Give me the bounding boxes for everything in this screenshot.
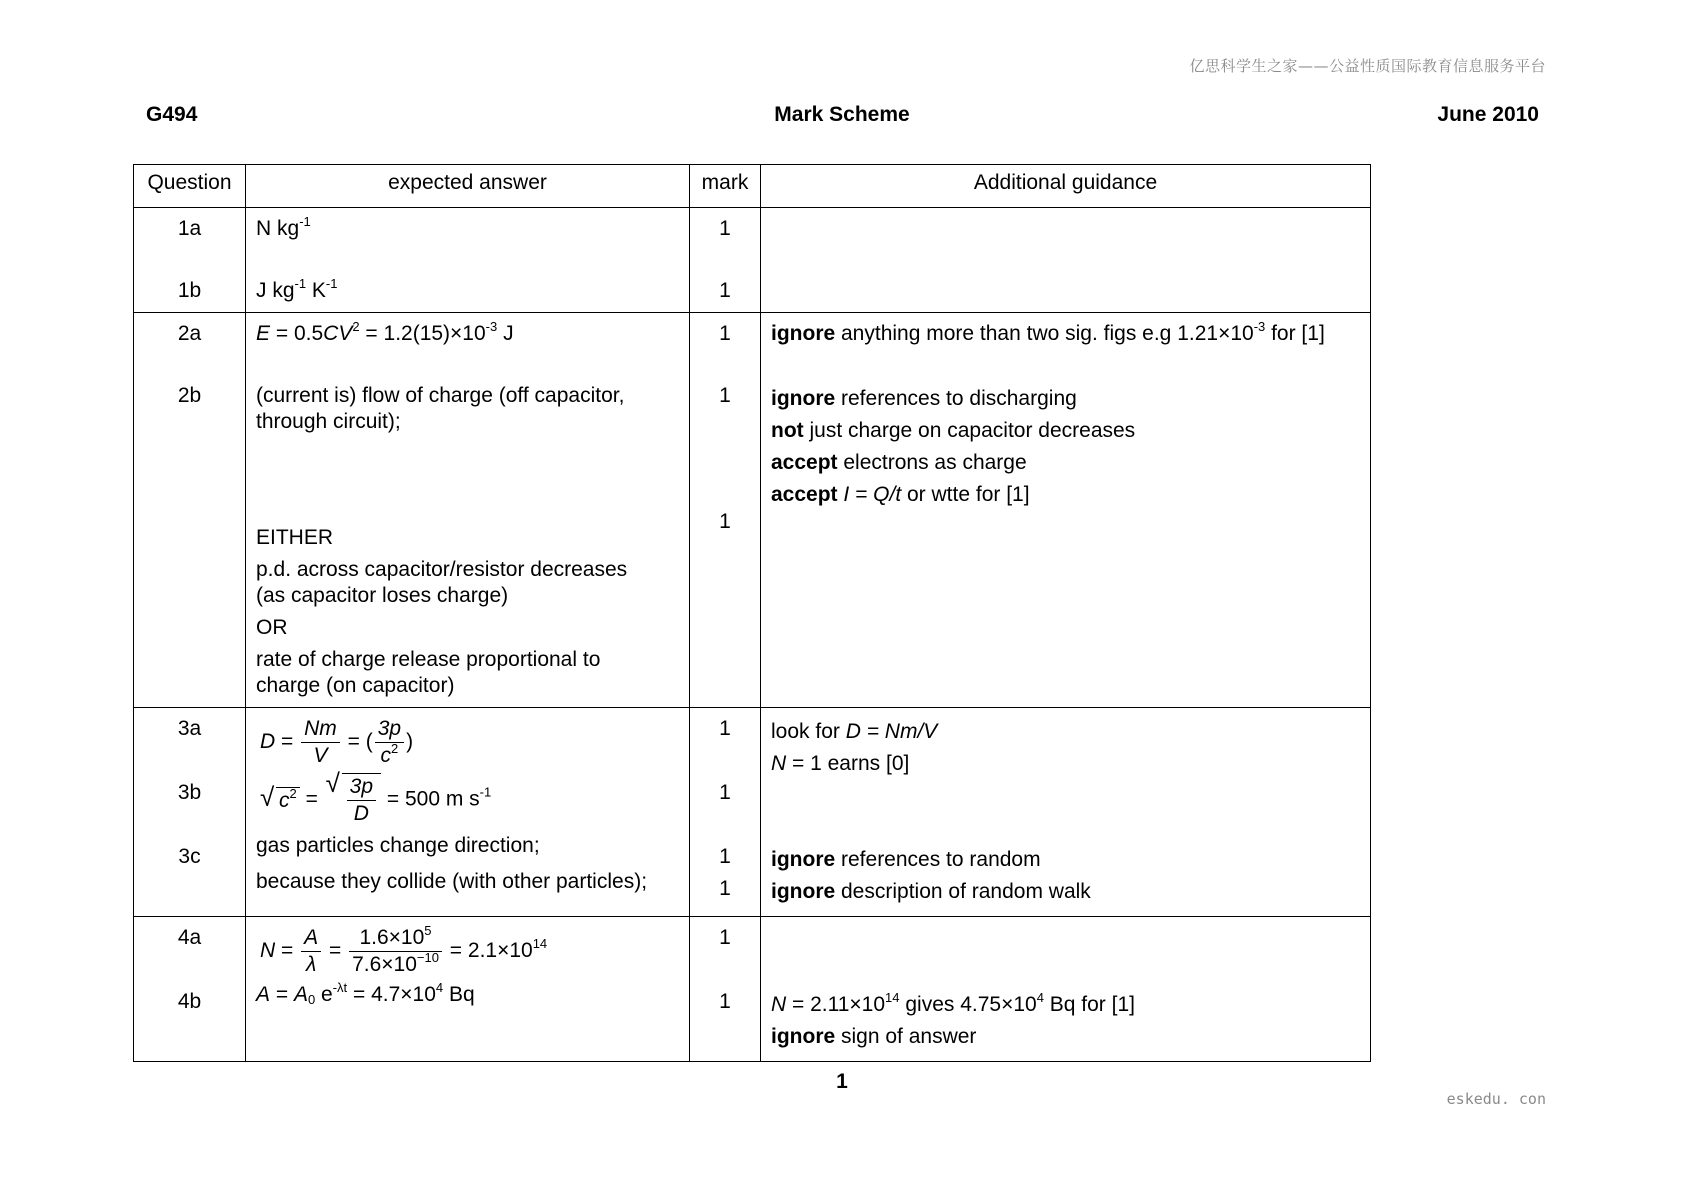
guidance-text: ignore anything more than two sig. figs e.g $1.21\times 10^{-3}$ for [1] [771, 319, 1325, 345]
answer-cell [246, 708, 690, 917]
question-number: 3b [177, 781, 202, 804]
guidance-text: look for D = Nm/V [771, 720, 938, 743]
watermark-top: 亿思科学生之家——公益性质国际教育信息服务平台 [1189, 57, 1546, 75]
question-number: 2b [177, 384, 202, 407]
question-number: 4b [177, 990, 202, 1013]
mark-value: 1 [719, 845, 731, 868]
answer-cell [246, 208, 690, 313]
col-header-mark: mark [690, 165, 761, 208]
question-cell [134, 208, 246, 313]
table-row [134, 708, 1371, 917]
guidance-text: N = 1 earns [0] [771, 752, 910, 775]
answer-text: EITHER [256, 526, 334, 549]
guidance-text: ignore sign of answer [771, 1025, 977, 1048]
formula-4a: N = $\frac{A}{\lambda}$ = $\frac{1.6\times 10^5}{7.6\times 10^{-10}}$ = $2.1\times 10^{14}$ [260, 923, 548, 976]
mark-value: 1 [719, 926, 731, 949]
page-number: 1 [836, 1070, 848, 1093]
answer-text: OR [256, 616, 288, 639]
guidance-text: ignore description of random walk [771, 880, 1091, 903]
watermark-bottom: eskedu. con [1446, 1090, 1546, 1108]
mark-value: 1 [719, 877, 731, 900]
mark-cell [690, 313, 761, 708]
question-number: 1a [177, 217, 202, 240]
document-title: Mark Scheme [774, 103, 910, 126]
guidance-text: $N = 2.11\times 10^{14}$ gives $4.75\times 10^4$ Bq for [1] [771, 990, 1135, 1016]
col-header-guidance: Additional guidance [761, 165, 1371, 208]
mark-value: 1 [719, 510, 731, 533]
mark-value: 1 [719, 717, 731, 740]
question-number: 2a [177, 322, 202, 345]
mark-value: 1 [719, 279, 731, 302]
exam-session: June 2010 [1437, 103, 1539, 126]
mark-cell [690, 917, 761, 1062]
table-header-row [134, 165, 1371, 208]
mark-scheme-table [133, 164, 1371, 1062]
answer-text: p.d. across capacitor/resistor decreases [256, 558, 628, 581]
answer-text: N $kg^{-1}$ [256, 214, 311, 240]
col-header-expected-answer: expected answer [246, 165, 690, 208]
mark-cell [690, 208, 761, 313]
formula-3a: D = $\frac{Nm}{V}$ = ( $\frac{3p}{c^2}$ ) [260, 717, 414, 767]
guidance-text: not just charge on capacitor decreases [771, 419, 1136, 442]
guidance-cell [761, 208, 1371, 313]
guidance-cell [761, 313, 1371, 708]
mark-value: 1 [719, 781, 731, 804]
formula-3b: √ $c^2$ = √ $\frac{3p}{D}$ = 500 m $s^{-1}$ [260, 773, 679, 827]
guidance-cell [761, 917, 1371, 1062]
answer-text: through circuit); [256, 410, 401, 433]
question-number: 4a [177, 926, 202, 949]
guidance-cell [761, 708, 1371, 917]
mark-value: 1 [719, 217, 731, 240]
question-cell [134, 313, 246, 708]
table-row [134, 313, 1371, 708]
question-cell [134, 917, 246, 1062]
mark-value: 1 [719, 384, 731, 407]
answer-text: charge (on capacitor) [256, 674, 455, 697]
question-number: 3a [177, 717, 202, 740]
answer-text: J $kg^{-1}$ $K^{-1}$ [256, 276, 338, 302]
table-row [134, 917, 1371, 1062]
answer-text: (current is) flow of charge (off capacitor, [256, 384, 625, 407]
answer-cell [246, 917, 690, 1062]
question-number: 1b [177, 279, 202, 302]
question-cell [134, 708, 246, 917]
table-row [134, 208, 1371, 313]
guidance-text: accept electrons as charge [771, 451, 1027, 474]
paper-code: G494 [146, 103, 198, 126]
answer-text: rate of charge release proportional to [256, 648, 601, 671]
col-header-question: Question [134, 165, 246, 208]
answer-text: gas particles change direction; [256, 834, 540, 857]
guidance-text: ignore references to random [771, 848, 1041, 871]
guidance-text: accept I = Q/t or wtte for [1] [771, 483, 1030, 506]
answer-formula: $E = 0.5CV^2 = 1.2(15)\times 10^{-3}$ J [256, 319, 514, 345]
mark-value: 1 [719, 990, 731, 1013]
answer-text: (as capacitor loses charge) [256, 584, 509, 607]
guidance-text: ignore references to discharging [771, 387, 1077, 410]
mark-cell [690, 708, 761, 917]
formula-4b: $A = A_0$ $e^{-\lambda t} = 4.7\times 10^4$ Bq [256, 980, 475, 1007]
mark-value: 1 [719, 322, 731, 345]
answer-text: because they collide (with other particles); [256, 870, 648, 893]
answer-cell [246, 313, 690, 708]
question-number: 3c [178, 845, 201, 868]
